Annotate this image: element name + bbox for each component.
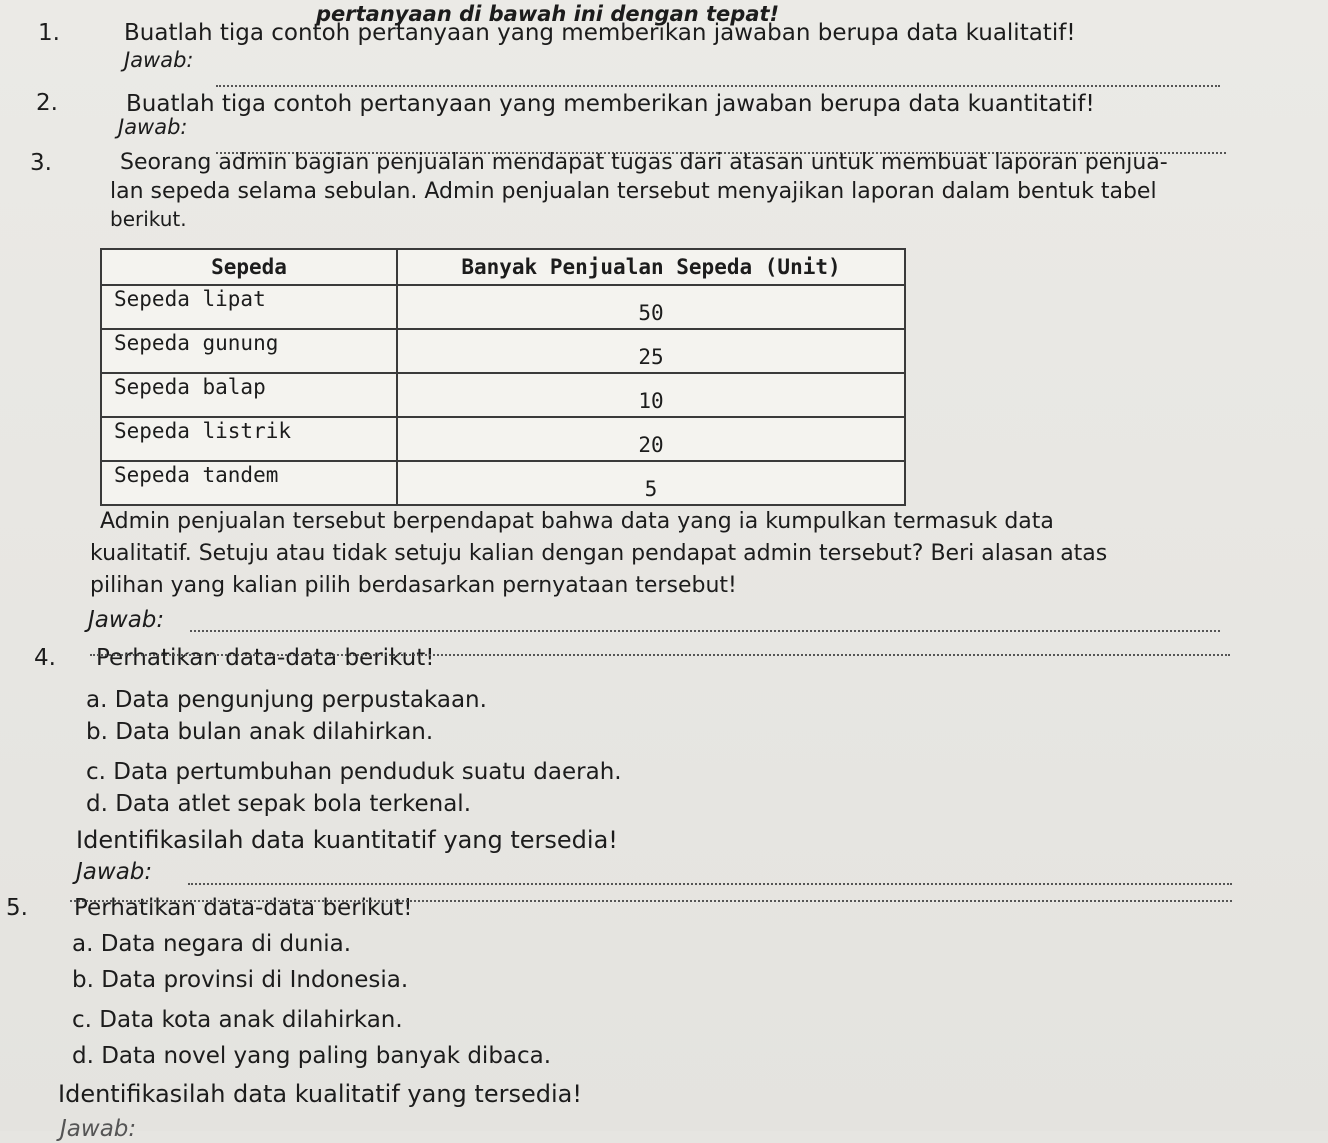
q4-answer-label: Jawab: bbox=[76, 859, 153, 885]
q3-answer-line bbox=[190, 630, 1220, 632]
bicycle-name-cell: Sepeda tandem bbox=[101, 461, 397, 505]
table-header-row bbox=[101, 249, 905, 285]
q4-intro: Perhatikan data-data berikut! bbox=[96, 645, 435, 671]
q4-answer-line bbox=[188, 883, 1232, 885]
bicycle-name-cell: Sepeda balap bbox=[101, 373, 397, 417]
bicycle-name-cell: Sepeda gunung bbox=[101, 329, 397, 373]
table-row bbox=[101, 285, 905, 329]
q4-separator-line bbox=[90, 654, 1230, 656]
q4-number: 4. bbox=[34, 645, 56, 671]
bicycle-name-cell: Sepeda listrik bbox=[101, 417, 397, 461]
table-row bbox=[101, 329, 905, 373]
q4-instruction: Identifikasilah data kuantitatif yang tersedia! bbox=[76, 826, 618, 854]
sales-value-cell: 25 bbox=[397, 329, 905, 373]
q5-answer-label-cut: Jawab: bbox=[60, 1116, 137, 1142]
q4-item-b: b. Data bulan anak dilahirkan. bbox=[86, 719, 434, 745]
table-header-sales: Banyak Penjualan Sepeda (Unit) bbox=[397, 249, 905, 285]
q5-item-a: a. Data negara di dunia. bbox=[72, 931, 352, 957]
sales-value-cell: 5 bbox=[397, 461, 905, 505]
q5-intro: Perhatikan data-data berikut! bbox=[74, 895, 413, 921]
q5-separator-line bbox=[70, 900, 1232, 902]
table-row bbox=[101, 461, 905, 505]
q3-followup-line-1: Admin penjualan tersebut berpendapat bahwa data yang ia kumpulkan termasuk data bbox=[100, 509, 1054, 534]
q5-item-c: c. Data kota anak dilahirkan. bbox=[72, 1007, 403, 1033]
worksheet-instruction-header: pertanyaan di bawah ini dengan tepat! bbox=[316, 2, 780, 26]
q4-item-d: d. Data atlet sepak bola terkenal. bbox=[86, 791, 472, 817]
sales-value-cell: 50 bbox=[397, 285, 905, 329]
q1-text: Buatlah tiga contoh pertanyaan yang memberikan jawaban berupa data kualitatif! bbox=[124, 20, 1076, 46]
q1-answer-line bbox=[216, 85, 1220, 87]
q2-answer-label: Jawab: bbox=[118, 115, 188, 139]
q1-answer-label: Jawab: bbox=[124, 48, 194, 72]
q5-item-d: d. Data novel yang paling banyak dibaca. bbox=[72, 1043, 552, 1069]
q4-item-a: a. Data pengunjung perpustakaan. bbox=[86, 687, 487, 713]
sales-value-cell: 20 bbox=[397, 417, 905, 461]
sales-value-cell: 10 bbox=[397, 373, 905, 417]
q3-text-line-3: berikut. bbox=[110, 207, 187, 231]
q1-number: 1. bbox=[38, 20, 60, 46]
bicycle-sales-table bbox=[100, 248, 906, 506]
q5-item-b: b. Data provinsi di Indonesia. bbox=[72, 967, 409, 993]
q3-followup-line-3: pilihan yang kalian pilih berdasarkan pernyataan tersebut! bbox=[90, 573, 737, 598]
q3-number: 3. bbox=[30, 150, 52, 176]
q3-answer-label: Jawab: bbox=[88, 607, 165, 633]
q2-text: Buatlah tiga contoh pertanyaan yang memberikan jawaban berupa data kuantitatif! bbox=[126, 91, 1095, 117]
q3-text-line-2: lan sepeda selama sebulan. Admin penjualan tersebut menyajikan laporan dalam bentuk tabel bbox=[110, 179, 1157, 204]
q5-instruction: Identifikasilah data kualitatif yang tersedia! bbox=[58, 1080, 582, 1108]
table-header-bicycle: Sepeda bbox=[101, 249, 397, 285]
q2-number: 2. bbox=[36, 90, 58, 116]
q4-item-c: c. Data pertumbuhan penduduk suatu daerah. bbox=[86, 759, 622, 785]
q3-followup-line-2: kualitatif. Setuju atau tidak setuju kalian dengan pendapat admin tersebut? Beri alasan atas bbox=[90, 541, 1108, 566]
q3-text-line-1: Seorang admin bagian penjualan mendapat tugas dari atasan untuk membuat laporan penjua- bbox=[120, 150, 1168, 175]
bicycle-name-cell: Sepeda lipat bbox=[101, 285, 397, 329]
table-row bbox=[101, 373, 905, 417]
table-row bbox=[101, 417, 905, 461]
q5-number: 5. bbox=[6, 895, 28, 921]
